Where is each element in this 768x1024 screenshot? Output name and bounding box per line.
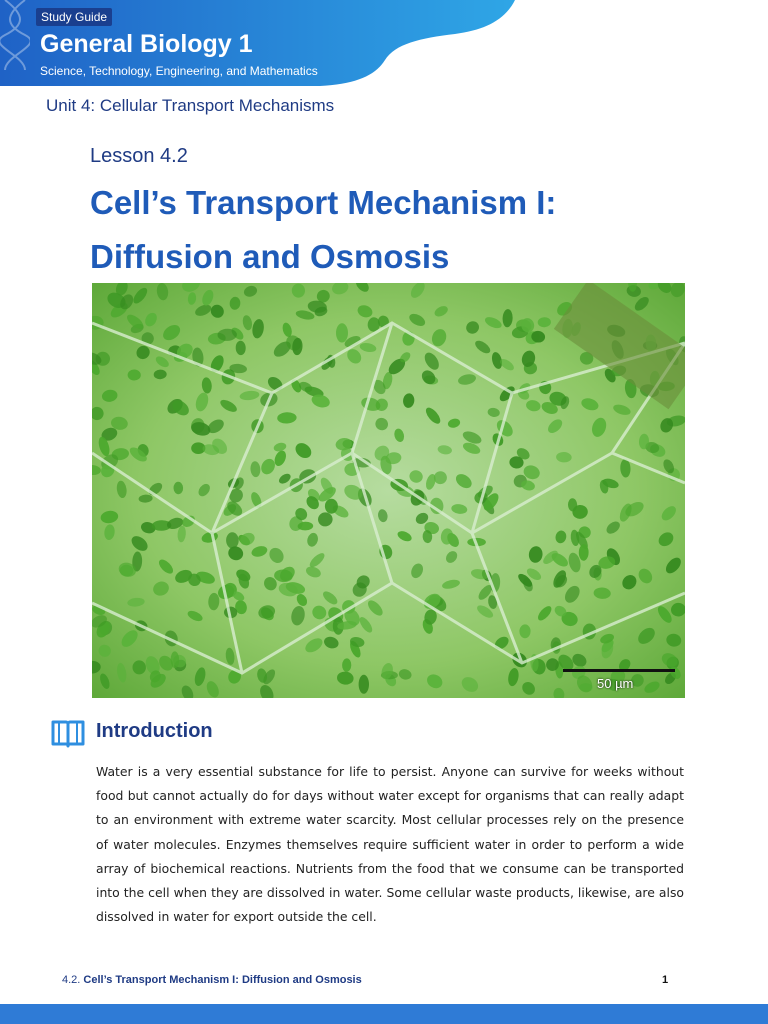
lesson-title	[90, 176, 690, 284]
scale-label: 50 µm	[597, 676, 634, 691]
chloroplast	[359, 675, 369, 694]
lesson-title-line1: Cell’s Transport Mechanism I:	[90, 184, 557, 221]
chloroplast	[325, 499, 338, 514]
footer-title: Cell’s Transport Mechanism I: Diffusion and Osmosis	[83, 974, 362, 986]
lesson-title-line2: Diffusion and Osmosis	[90, 238, 450, 275]
bottom-bar	[0, 1004, 768, 1024]
footer-section-title	[62, 974, 362, 986]
introduction-heading: Introduction	[96, 720, 213, 742]
study-guide-badge: Study Guide	[36, 8, 112, 26]
scale-bar	[563, 669, 675, 672]
unit-title: Unit 4: Cellular Transport Mechanisms	[46, 96, 335, 115]
cell-micrograph	[92, 283, 685, 698]
page-number: 1	[662, 974, 669, 986]
microscope-image	[92, 283, 685, 698]
open-book-icon	[50, 718, 86, 748]
course-subtitle: Science, Technology, Engineering, and Mathematics	[40, 64, 318, 78]
chloroplast	[336, 323, 348, 342]
dna-icon	[0, 0, 30, 70]
course-title: General Biology 1	[40, 30, 253, 58]
lesson-number: Lesson 4.2	[90, 145, 188, 167]
footer-section-number: 4.2.	[62, 974, 81, 986]
header-banner	[0, 0, 515, 86]
introduction-paragraph: Water is a very essential substance for life to persist. Anyone can survive for weeks without food but cannot actually do for days without water except for organisms that can really adapt to an environment with extreme water scarcity. Most cellular processes rely on the presence of water molecules. Enzymes themselves require sufficient water in order to perform a wide array of biochemical reactions. Nutrients from the food that we consume can be transported into the cell when they are dissolved in water. Some cellular waste products, likewise, are also dissolved in water for export outside the cell.	[96, 764, 684, 925]
